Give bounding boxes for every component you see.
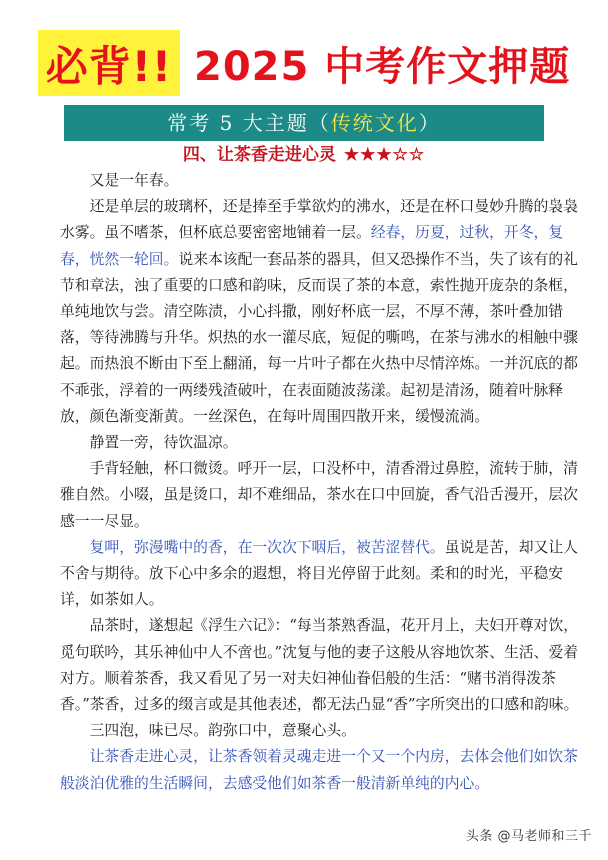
paragraph bbox=[60, 613, 580, 718]
paragraph-text: 说来本该配一套品茶的器具，但又恐操作不当，失了该有的礼节和章法，浊了重要的口感和韵味，反而误了茶的本意，索性抛开庞杂的条框，单纯地饮与尝。清空陈渍，小心抖撒，刚好杯底一层，不厚不薄，茶叶叠加错落，等待沸腾与升华。炽热的水一灌尽底，短促的嘶鸣，在茶与沸水的相触中骤起。而热浪不断由下至上翻涌，每一片叶子都在火热中尽情淬炼。一并沉底的都不乖张，浮着的一两缕残渣破叶，在表面随波荡漾。起初是清汤，随着叶脉释放，颜色渐变渐黄。一丝深色，在每叶周围四散开来，缓慢流淌。 bbox=[60, 250, 578, 425]
paragraph bbox=[60, 744, 580, 796]
paragraph-text: 品茶时，遂想起《浮生六记》：“每当茶熟香温，花开月上，夫妇开尊对饮，觅句联吟，其乐神仙中人不啻也。”沈复与他的妻子这般从容地饮茶、生活、爱着对方。顺着茶香，我又看见了另一对夫妇神仙眷侣般的生活：“赌书消得泼茶香。”茶香，过多的缀言或是其他表述，都无法凸显“香”字所突出的口感和韵味。 bbox=[60, 617, 579, 714]
paragraph-text: 虽说是苦，却又让人不舍与期待。放下心中多余的遐想，将目光停留于此刻。柔和的时光，平稳安详，如茶如人。 bbox=[60, 538, 578, 609]
page-title bbox=[0, 30, 608, 104]
paragraph bbox=[60, 194, 580, 430]
rating-stars: ★★★☆☆ bbox=[343, 145, 426, 165]
section-title-text: 四、让茶香走进心灵 bbox=[182, 145, 336, 165]
banner-highlight: 传统文化 bbox=[330, 111, 419, 135]
paragraph-text: 还是单层的玻璃杯，还是捧至手掌欲灼的沸水，还是在杯口曼妙升腾的袅袅水雾。虽不嗜茶，但杯底总要密密地铺着一层。 bbox=[60, 198, 578, 242]
paragraph-text: 三四泡，味已尽。韵弥口中，意聚心头。 bbox=[89, 722, 356, 740]
highlight-sentence: 让茶香走进心灵，让茶香领着灵魂走进一个又一个内房，去体会他们如饮茶般淡泊优雅的生活瞬间，去感受他们如茶香一般清新单纯的内心。 bbox=[60, 748, 578, 792]
banner-suffix: ） bbox=[418, 111, 441, 135]
paragraph bbox=[60, 430, 580, 456]
banner-prefix: 常考 5 大主题（ bbox=[167, 111, 331, 135]
paragraph bbox=[60, 535, 580, 614]
title-highlight: 必背!! bbox=[38, 30, 180, 96]
highlight-sentence: 复呷，弥漫嘴中的香，在一次次下咽后，被苦涩替代。 bbox=[89, 538, 445, 556]
essay-body bbox=[60, 168, 580, 797]
title-main: 2025 中考作文押题 bbox=[194, 43, 571, 90]
section-title bbox=[0, 143, 608, 167]
paragraph bbox=[60, 168, 580, 194]
highlight-sentence: 经春，历夏，过秋，开冬，复春，恍然一轮回。 bbox=[60, 224, 564, 268]
paragraph-text: 又是一年春。 bbox=[89, 172, 179, 189]
paragraph bbox=[60, 456, 580, 535]
paragraph bbox=[60, 718, 580, 744]
watermark: 头条 @马老师和三千 bbox=[465, 829, 592, 844]
paragraph-text: 静置一旁，待饮温凉。 bbox=[89, 434, 238, 452]
theme-banner bbox=[64, 105, 544, 141]
paragraph-text: 手背轻触，杯口微烫。呼开一层，口没杯中，清香滑过鼻腔，流转于肺，清雅自然。小啜，虽是烫口，却不难细品，茶水在口中回旋，香气沿舌漫开，层次感一一尽显。 bbox=[60, 460, 578, 530]
